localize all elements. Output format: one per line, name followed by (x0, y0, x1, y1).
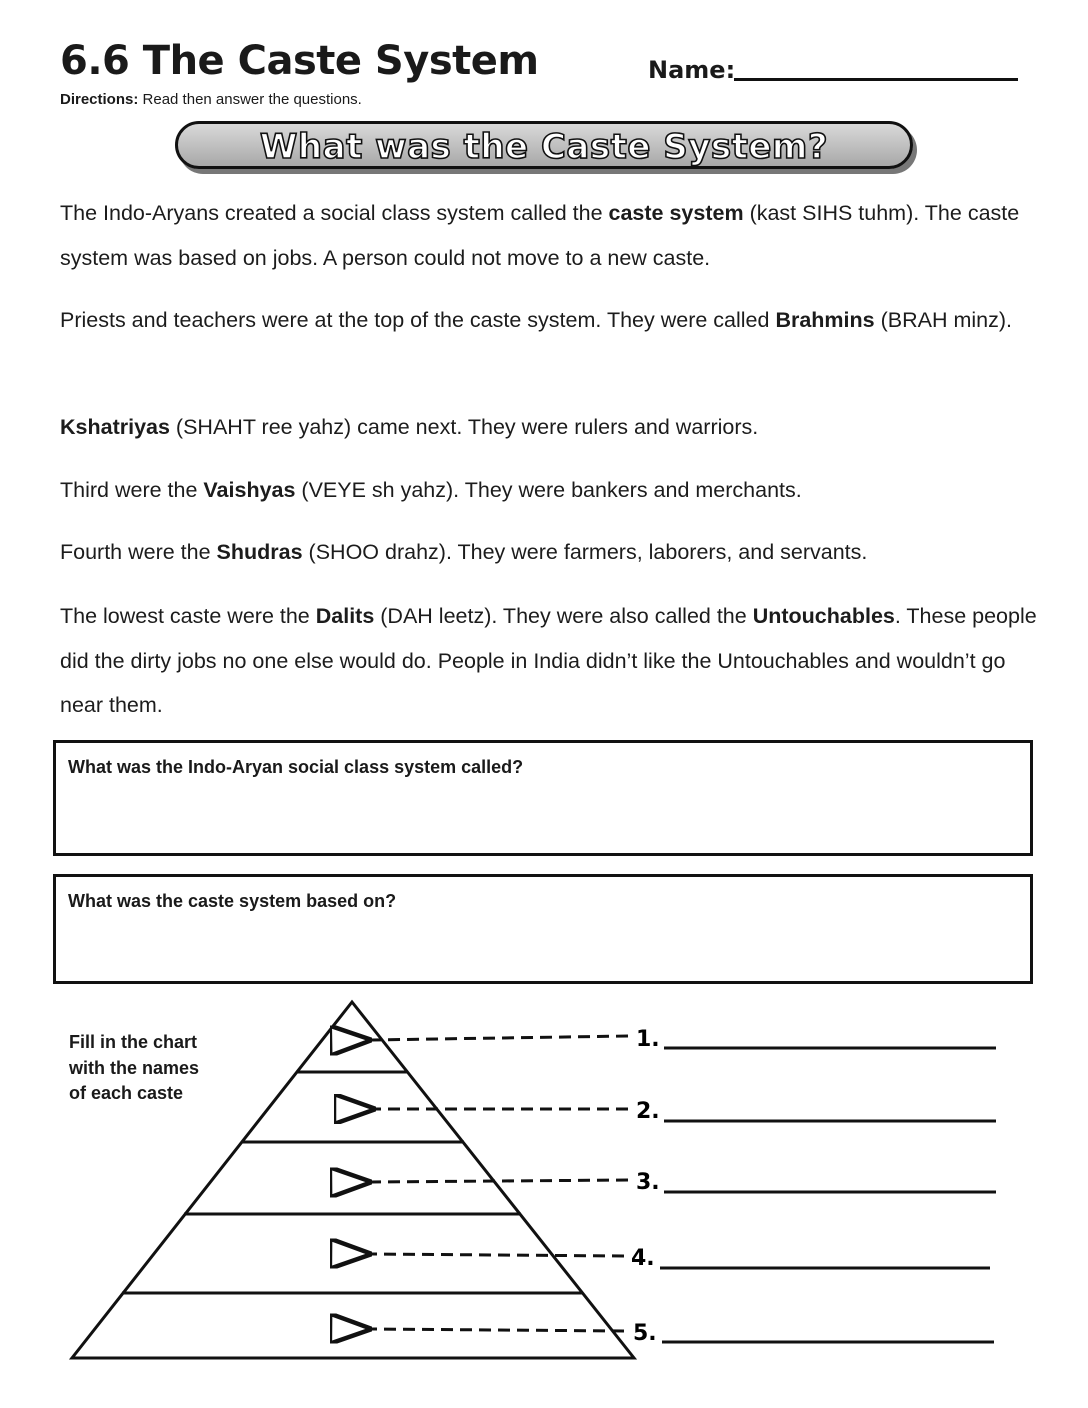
question-1-text: What was the Indo-Aryan social class system called? (68, 757, 524, 777)
term-untouchables: Untouchables (752, 604, 895, 628)
paragraph-3: Kshatriyas (SHAHT ree yahz) came next. They were rulers and warriors. (60, 415, 759, 439)
arrow-3 (372, 1180, 628, 1182)
term-caste-system: caste system (608, 201, 744, 225)
section-banner (175, 121, 913, 169)
term-vaishyas: Vaishyas (203, 478, 296, 502)
answer-label-4: 4. (631, 1246, 655, 1271)
question-2-text: What was the caste system based on? (68, 891, 397, 911)
answer-label-5: 5. (633, 1321, 657, 1346)
worksheet-title: 6.6 The Caste System (60, 38, 539, 84)
term-shudras: Shudras (216, 540, 303, 564)
chart-instructions: Fill in the chart with the names of each caste (69, 1032, 200, 1103)
answer-label-2: 2. (636, 1099, 660, 1124)
name-label: Name: (648, 56, 736, 84)
arrow-1 (372, 1036, 628, 1040)
directions-text: Read then answer the questions. (138, 91, 362, 108)
paragraph-1: The Indo-Aryans created a social class system called the caste system (kast SIHS tuhm). The caste system was based on jobs. A person could not move to a new caste. (60, 201, 1020, 270)
paragraph-4: Third were the Vaishyas (VEYE sh yahz). They were bankers and merchants. (60, 478, 802, 502)
paragraph-5: Fourth were the Shudras (SHOO drahz). They were farmers, laborers, and servants. (60, 540, 868, 564)
question-box-2[interactable] (53, 874, 1033, 984)
term-brahmins: Brahmins (775, 308, 875, 332)
banner-title: What was the Caste System? (259, 127, 829, 167)
paragraph-2: Priests and teachers were at the top of the caste system. They were called Brahmins (BRAH minz). (60, 308, 1012, 332)
name-answer-line[interactable] (734, 78, 1018, 81)
answer-label-3: 3. (636, 1170, 660, 1195)
directions-label: Directions: (60, 91, 139, 108)
term-kshatriyas: Kshatriyas (60, 415, 170, 439)
paragraph-6: The lowest caste were the Dalits (DAH leetz). They were also called the Untouchables. These people did the dirty jobs no one else would do. People in India didn’t like the Untouchables and wouldn’t go near them. (60, 604, 1037, 717)
answer-label-1: 1. (636, 1027, 660, 1052)
question-box-1[interactable] (53, 740, 1033, 856)
directions (60, 91, 362, 108)
term-dalits: Dalits (315, 604, 375, 628)
caste-pyramid-diagram (0, 990, 1088, 1390)
